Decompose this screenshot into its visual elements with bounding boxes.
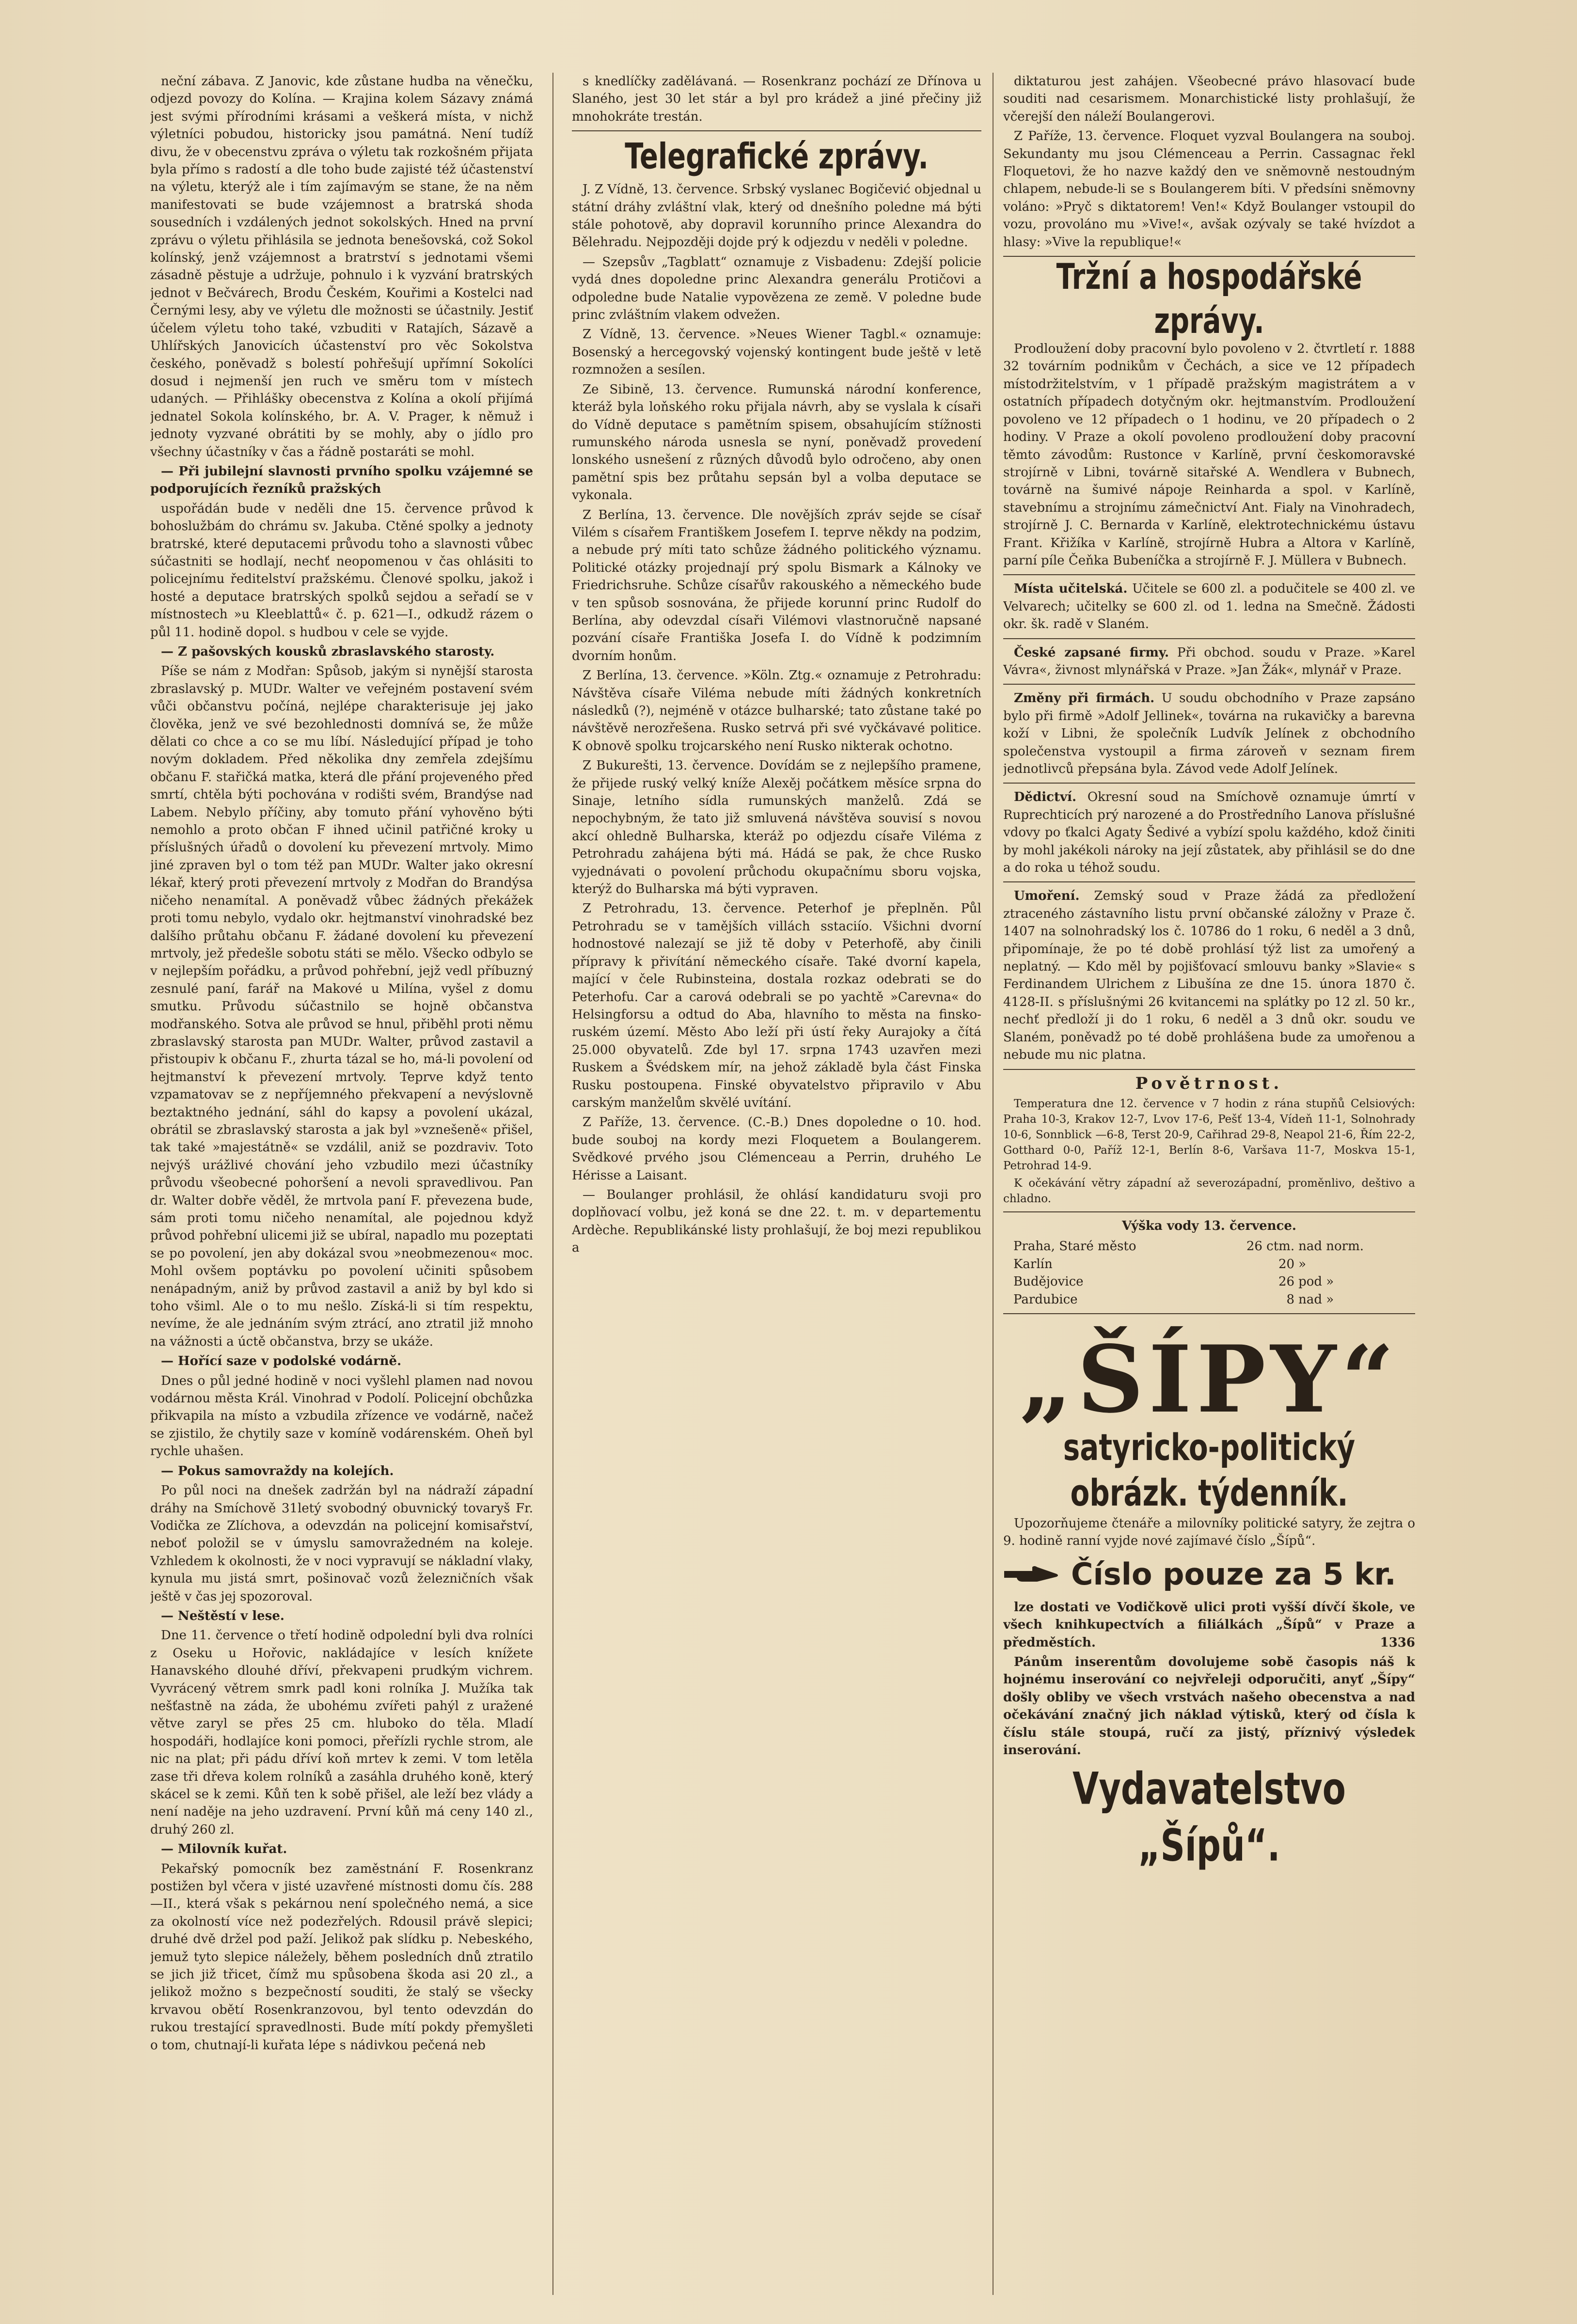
water-place: Praha, Staré město <box>1013 1239 1136 1254</box>
telegram-paris-2: Z Paříže, 13. července. Floquet vyzval Boulangera na souboj. Sekundanty mu jsou Clémenceau a Perrin. Cassagnac řekl Floquetovi, že ho nazve každý den ve sněmovně nestoudným chlapem, nebude-li se s Boulangerem bíti. V předsíni sněmovny voláno: »Pryč s diktatorem! Ven!« Když Boulanger vstoupil do vozu, provoláno mu »Vive!«, avšak ozývaly se také hvízdot a hlasy: »Vive la republique!« <box>1003 129 1415 250</box>
column-right <box>1003 73 1415 2295</box>
article-podoli-heading: — Hořící saze v podolské vodárně. <box>161 1354 402 1369</box>
telegram-vienna-1: J. Z Vídně, 13. července. Srbský vyslanec Bogičević objednal u státní dráhy zvláštní vlak, který od dnešního poledne má býti stále pohotově, aby dopravil korunního prince Alexandra do Bělehradu. Nejpozději dojde prý k odjezdu v neděli v poledne. <box>572 182 981 250</box>
water-value: 26 ctm. <box>1246 1239 1295 1254</box>
ad-availability-text: lze dostati ve Vodičkově ulici proti vyšší dívčí škole, ve všech knihkupectvích a filiálkách „Šípů“ v Praze a předměstích. <box>1003 1600 1415 1650</box>
telegram-paris-1: Z Paříže, 13. července. (C.-B.) Dnes dopoledne o 10. hod. bude souboj na kordy mezi Floquetem a Boulangerem. Svědkové prvého jsou Clémenceau a Perrin, druhého Le Hérisse a Laisant. <box>572 1115 981 1183</box>
market-firm-changes <box>1003 690 1415 778</box>
article-zbraslav-heading: — Z pašovských kousků zbraslavského starosty. <box>161 644 495 659</box>
ad-title: „ŠÍPY“ <box>1019 1325 1399 1433</box>
divider <box>1003 783 1415 784</box>
divider <box>1003 1069 1415 1070</box>
divider <box>1003 881 1415 882</box>
ad-number: 1336 <box>1380 1635 1415 1650</box>
water-place: Pardubice <box>1013 1292 1078 1307</box>
article-forest: Dne 11. července o třetí hodině odpolední byli dva rolníci z Oseku u Hořovic, nakládajíce v lesích knížete Hanavského dlouhé dříví, překvapeni prudkým vichrem. Vyvrácený větrem smrk padl koni rolníka J. Mužíka tak nešťastně na záda, že ubohému zvířeti pahýl z uražené větve zaryl se přes 25 cm. hluboko do těla. Mladí hospodáři, hodlajíce koni pomoci, přeřízli rychle strom, ale nic na plat; při pádu dříví koň mrtev k zemi. V tom letěla zase tři dřeva kolem rolníků a zasáhla druhého koně, který skácel se k zemi. Kůň ten k sobě přišel, ale leží bez vlády a není naděje na jeho uzdravení. První kůň má ceny 140 zl., druhý 260 zl. <box>150 1628 533 1837</box>
water-place: Karlín <box>1013 1256 1053 1272</box>
section-heading-telegraphs: Telegrafické zprávy. <box>625 136 929 177</box>
section-heading-market: Tržní a hospodářské zprávy. <box>1056 256 1362 342</box>
article-suicide: Po půl noci na dnešek zadržán byl na nádraží západní dráhy na Smíchově 31letý svobodný obuvnický tovaryš Fr. Vodička ze Zlíchova, a odevzdán na policejní komisařství, neboť položil se v úmyslu samovražedném na koleje. Vzhledem k okolnosti, že v noci vypravují se nákladní vlaky, kynula mu jistá smrt, pošinovač vozů železničních však ještě v čas jej spozoroval. <box>150 1483 533 1604</box>
article-forest-heading: — Neštěstí v lese. <box>161 1608 284 1623</box>
ad-publisher: Vydavatelstvo „Šípů“. <box>1072 1763 1346 1872</box>
article-butchers-heading: — Při jubilejní slavnosti prvního spolku vzájemné se podporujících řezníků pražských <box>150 464 533 497</box>
weather-forecast: K očekávání větry západní až severozápadní, proměnlivo, deštivo a chladno. <box>1003 1177 1415 1205</box>
telegram-tagblatt: — Szepsův „Tagblatt“ oznamuje z Visbadenu: Zdejší policie vydá dnes dopoledne princ Alexandra generálu Protičovi a odpoledne bude Natalie vypovězena ze země. V poledne bude princ zvláštním vlakem odvežen. <box>572 254 981 323</box>
market-teachers-text: Učitele se 600 zl. a podučitele se 400 zl. ve Velvarech; učitelky se 600 zl. od 1. ledna na Smečně. Žádosti okr. šk. radě v Slaném. <box>1003 581 1415 632</box>
market-teachers-heading: Místa učitelská. <box>1014 581 1128 597</box>
column-left <box>150 73 533 2295</box>
table-row <box>1011 1256 1407 1273</box>
telegram-berlin-1: Z Berlína, 13. července. Dle novějších zpráv sejde se císař Vilém s císařem Františkem Josefem I. teprve někdy na podzim, a nebude prý míti tato schůze žádného politického významu. Politické otázky projednají prý spolu Bismark a Kálnoky ve Friedrichsruhe. Schůze císařův rakouského a německého bude v ten spůsob sosnována, že přijede korunní princ Rudolf do Berlína, aby odevzdal císaři Vilémovi vlastnoručně napsané pozvání císaře Františka Josefa I. do Vídně k podzimním dvorním honům. <box>572 507 981 663</box>
article-butchers: uspořádán bude v neděli dne 15. července průvod k bohoslužbám do chrámu sv. Jakuba. Ctěné spolky a jednoty bratrské, které deputacemi průvodu toho a slavnosti vůbec súčastniti se hodlají, nechť neopomenou v čas ohlásiti to policejnímu ředitelství pražskému. Členové spolku, jakož i hosté a deputace bratrských spolků sejdou a seřadí se v místnostech »u Kleeblattů« č. p. 621—I., odkudž rázem o půl 11. hodině dopol. s hudbou v cele se vyjde. <box>150 501 533 640</box>
telegram-bucharest: Z Bukurešti, 13. července. Dovídám se z nejlepšího pramene, že přijede ruský velký kníže Alexěj počátkem měsíce srpna do Sinaje, letního sídla rumunských manželů. Zdá se nepochybným, že tato již smluvená návštěva souvisí s novou akcí ohledně Bulharska, kteráž po odjezdu císaře Viléma z Petrohradu zahájena býti má. Hádá se pak, že chce Rusko vyjednávati o povolení průchodu okupačnímu sboru vojska, kterýž do Bulharska má býti vypraven. <box>572 758 981 897</box>
telegram-vienna-2: Z Vídně, 13. července. »Neues Wiener Tagbl.« oznamuje: Bosenský a hercegovský vojenský kontingent bude ještě v letě rozmnožen a sesílen. <box>572 327 981 377</box>
sipy-advertisement <box>1003 1325 1415 1872</box>
market-working-hours: Prodloužení doby pracovní bylo povoleno v 2. čtvrtletí r. 1888 32 továrním podnikům v Čechách, a sice ve 12 případech místodržitelstvím, v 1 případě pražským magistrátem a v ostatních případech dotyčným okr. hejtmanstvím. Prodloužení povoleno ve 12 případech o 1 hodinu, ve 20 případech o 2 hodiny. V Praze a okolí povoleno prodloužení doby pracovní těmto závodům: Rustonce v Karlíně, první českomoravské strojírně v Libni, továrně sitařské A. Wendlera v Bubnech, továrně na šumivé nápoje Reinharda a spol. v Karlíně, stavebnímu a strojnímu zámečnictví Ant. Fialy na Vinohradech, strojírně J. C. Bernarda v Karlíně, elektrotechnickému ústavu Frant. Křižíka v Karlíně, strojírně Hubra a Altora v Karlíně, parní píle Čeňka Bubeníčka a strojírně F. J. Müllera v Bubnech. <box>1003 342 1415 568</box>
divider <box>1003 638 1415 639</box>
table-row <box>1011 1273 1407 1290</box>
market-amortization-text: Zemský soud v Praze žádá za předložení ztraceného zástavního listu první občanské záložny v Praze č. 1407 na solnohradský los č. 10786 do 1 roku, 6 neděl a 3 dnů, připomínaje, že po té době prohlásí týž list za umořený a neplatný. — Kdo měl by pojišťovací smlouvu banky »Slavie« s Ferdinandem Ulrichem z Libušína ze dne 15. února 1870 č. 4128-II. s příslušnými 26 kvitancemi na splátky po 12 zl. 50 kr., nechť předloží ji do 1 roku, 6 neděl a 3 dnů okr. soudu ve Slaném, poněvadž po té době prohlášena bude za umořenou a nebude mu nic platna. <box>1003 889 1415 1063</box>
water-level-heading: Výška vody 13. července. <box>1122 1218 1296 1233</box>
divider <box>1003 1211 1415 1212</box>
column-divider-1 <box>552 73 553 2295</box>
weather-heading: Povětrnost. <box>1135 1073 1283 1093</box>
water-note: nad » <box>1298 1292 1334 1307</box>
ad-price <box>1003 1555 1415 1594</box>
ad-subtitle: satyricko-politický obrázk. týdenník. <box>1063 1426 1356 1514</box>
market-inheritance-heading: Dědictví. <box>1014 790 1077 805</box>
water-note: pod » <box>1298 1274 1334 1289</box>
market-firm-changes-text: U soudu obchodního v Praze zapsáno bylo při firmě »Adolf Jellinek«, továrna na rukavičky a barevna koží v Libni, že společník Ludvík Jelínek z obchodního společenstva vystoupil a firma zároveň v seznam firem jednotlivců přepsána byla. Závod vede Adolf Jelínek. <box>1003 691 1415 776</box>
ad-price-text: Číslo pouze za 5 kr. <box>1071 1556 1396 1592</box>
market-inheritance <box>1003 788 1415 877</box>
column-divider-2 <box>993 73 994 2295</box>
water-value: 26 <box>1278 1274 1295 1289</box>
ad-availability <box>1003 1599 1415 1651</box>
market-firms <box>1003 644 1415 679</box>
market-inheritance-text: Okresní soud na Smíchově oznamuje úmrtí v Ruprechticích prý narozené a do Prostředního Lanova příslušné vdovy po ťkalci Agaty Šedivé a vybízí spolu každého, kdož činiti by mohl jakékoli nároky na její zůstatek, aby přihlásil se do dne a do roka u téhož soudu. <box>1003 790 1415 876</box>
article-chicken-heading: — Milovník kuřat. <box>161 1842 287 1857</box>
market-firms-heading: České zapsané firmy. <box>1014 645 1169 660</box>
column-middle <box>572 73 981 2295</box>
article-suicide-heading: — Pokus samovraždy na kolejích. <box>161 1463 394 1478</box>
article-sazava-trip: neční zábava. Z Janovic, kde zůstane hudba na věnečku, odjezd povozy do Kolína. — Krajina kolem Sázavy známá jest svými přírodními krásami a veškerá místa, v nichž výletníci pobudou, historicky jsou památná. Není tudíž divu, že v obecenstvu zpráva o výletu tak rozkošném přijata byla přímo s radostí a dle toho bude zajisté též účastenství na výletu, kterýž ale i tím zajímavým se stane, že na něm manifestovati se bude vzájemnost a bratrská shoda sousedních i vzdálených jednot sokolských. Hned na první zprávu o výletu přihlásila se jednota benešovská, což Sokol kolínský, jenž vzájemnost a bratrství s jednotami všemi zásadně pěstuje a udržuje, pohnulo i k vyzvání bratrských jednot v Bečvárech, Brodu Českém, Kouřimi a Kostelci nad Černými lesy, aby ve výletu dle možnosti se účastnily. Jestiť účelem výletu toho také, vzbuditi v Ratajích, Sázavě a Uhlířských Janovicích účastenství pro věc Sokolstva českého, poněvadž s bolestí pohřešují upřímní Sokolíci dosud i nejmenší jen ruch ve směru tom v místech udaných. — Přihlášky obecenstva z Kolína a okolí přijímá jednatel Sokola kolínského, br. A. V. Prager, k němuž i jednoty vyzvané obrátiti by se mohly, aby o jídlo pro všechny účastníky v čas a řádně postaráti se mohl. <box>150 74 533 459</box>
water-level-table <box>1011 1238 1407 1308</box>
telegram-petersburg: Z Petrohradu, 13. července. Peterhof je přeplněn. Půl Petrohradu se v tamějších villách sstaciío. Všichni dvorní hodnostové nalezají se již tě doby v Peterhofě, aby činili přípravy k přivítání německého císaře. Také dvorní kapela, mající v čele Rubinsteina, dostala rozkaz odebrati se do Peterhofu. Car a carová odebrali se po yachtě »Carevna« do Helsingforsu a odtud do Aba, hlavního to města na finsko-ruském území. Město Abo leží při ústí řeky Aurajoky a čítá 25.000 obyvatelů. Zde byl 17. srpna 1743 uzavřen mezi Ruskem a Švédskem mír, na jehož základě byla část Finska Rusku postoupena. Finské obyvatelstvo připravilo v Abu carským manželům skvělé uvítání. <box>572 901 981 1110</box>
ad-notice: Upozorňujeme čtenáře a milovníky politické satyry, že zejtra o 9. hodině ranní vyjde nové zajímavé číslo „Šípů“. <box>1003 1516 1415 1549</box>
divider <box>1003 684 1415 685</box>
telegram-boulanger: — Boulanger prohlásil, že ohlásí kandidaturu svoji pro doplňovací volbu, jež koná se dne 22. t. m. v departementu Ardèche. Republikánské listy prohlašují, že boj mezi republikou a <box>572 1187 981 1256</box>
pointing-hand-icon <box>1003 1562 1061 1586</box>
table-row <box>1011 1291 1407 1308</box>
market-amortization <box>1003 887 1415 1064</box>
divider <box>572 130 981 131</box>
market-firms-text: Při obchod. soudu v Praze. »Karel Vávra«, živnost mlynářská v Praze. »Jan Žák«, mlynář v Praze. <box>1003 645 1415 677</box>
water-note: nad norm. <box>1298 1239 1364 1254</box>
table-row <box>1011 1238 1407 1255</box>
telegram-boulanger-cont: diktaturou jest zahájen. Všeobecné právo hlasovací bude souditi nad cesarismem. Monarchistické listy prohlašují, že včerejší den náleží Boulangerovi. <box>1003 74 1415 124</box>
water-note: » <box>1298 1256 1307 1272</box>
weather-temperatures: Temperatura dne 12. července v 7 hodin z rána stupňů Celsiových: Praha 10-3, Krakov 12-7, Lvov 17-6, Pešť 13-4, Vídeň 11-1, Solnohrady 10-6, Sonnblick —6-8, Terst 20-9, Cařihrad 29-8, Neapol 21-6, Řím 22-2, Gotthard 0-0, Paříž 12-1, Berlín 8-6, Varšava 11-7, Moskva 15-1, Petrohrad 14-9. <box>1003 1097 1415 1172</box>
telegram-sibin: Ze Sibině, 13. července. Rumunská národní konference, kteráž byla loňského roku přijala návrh, aby se vyslala k císaři do Vídně deputace s pamětním spisem, obsahujícím stížnosti rumunského národa usnesla se nyní, poněvadž provedení lonského usnešení z různých důvodů bylo odročeno, aby onen pamětní spis bez průtahu sepsán byl a volba deputace se vykonala. <box>572 382 981 503</box>
water-value: 20 <box>1278 1256 1295 1272</box>
article-chicken: Pekařský pomocník bez zaměstnání F. Rosenkranz postižen byl včera v jisté uzavřené místnosti domu čís. 288—II., která však s pekárnou není společného nemá, a sice za okolností více než podezřelých. Rdousil právě slepici; druhé dvě držel pod paží. Jelikož pak slídku p. Nebeského, jemuž tyto slepice náležely, během posledních dnů ztratilo se jich již třicet, čímž mu spůsobena škoda asi 20 zl., a jelikož možno s bezpečností souditi, že stalý se všecky krvavou obětí Rosenkranzovou, byl tento odevzdán do rukou trestající spravedlnosti. Bude mítí pokdy přemyšleti o tom, chutnají-li kuřata lépe s nádivkou pečená neb <box>150 1861 533 2053</box>
article-podoli: Dnes o půl jedné hodině v noci vyšlehl plamen nad novou vodárnou města Král. Vinohrad v Podolí. Policejní obchůzka přikvapila na místo a vzbudila zřízence ve vodárně, načež se zjistilo, že chytily saze v komíně vodárenském. Oheň byl rychle uhašen. <box>150 1373 533 1459</box>
divider <box>1003 1313 1415 1314</box>
article-zbraslav: Píše se nám z Modřan: Spůsob, jakým si nynější starosta zbraslavský p. MUDr. Walter ve veřejném postavení svém vůči občanstvu počíná, nejlépe charakterisuje jej jako člověka, jenž ve své bezohlednosti domnívá se, že může dělati co chce a co se mu líbí. Následující případ je toho novým dokladem. Před několika dny zemřela zdejšímu občanu F. stařičká matka, která dle přání projeveného před smrtí, chtěla býti pochována v rodišti svém, Brandýse nad Labem. Nebylo příčiny, aby tomuto přání vyhověno býti nemohlo a proto občan F ihned učinil patřičné kroky u příslušných úřadů o dovolení ku převezení mrtvoly. Mimo jiné zpraven byl o tom též pan MUDr. Walter jako okresní lékař, který proti převezení mrtvoly z Modřan do Brandýsa ničeho nenamítal. A poněvadž vůbec žádných překážek proti tomu nebylo, vydalo okr. hejtmanství vinohradské bez dalšího průtahu občanu F. žádané dovolení ku převezení mrtvoly, jež předešle sobotu státi se mělo. Všecko odbylo se v nejlepším pořádku, a průvod pohřební, jejž vedl příbuzný zesnulé paní, farář na Makové u Milína, vyšel z domu smutku. Průvodu súčastnilo se hojně občanstva modřanského. Sotva ale průvod se hnul, přiběhl proti němu zbraslavský starosta pan MUDr. Walter, průvod zastavil a přistoupiv k občanu F., zhurta tázal se ho, má-li povolení od hejtmanství k převezení mrtvoly. Teprve když tento vzpamatovav se z nepříjemného překvapení a nevýslovně beztaktného jednání, sáhl do kapsy a povolení ukázal, obrátil se zbraslavský starosta a jak byl »vznešeně« přišel, tak také »majestátně« se vzdálil, aniž se pozdraviv. Toto nejvýš urážlivé chování jeho vzbudilo mezi účastníky průvodu všeobecné pohoršení a nevoli spravedlivou. Pan dr. Walter dobře věděl, že mrtvola paní F. převezena bude, sám proti tomu ničeho nenamítal, ale pojednou když průvod pohřební ulicemi již se ubíral, napadlo mu pozeptati se po povolení, jen aby dokázal svou »neobmezenou« moc. Mohl ovšem poptávku po povolení učiniti spůsobem nenápadným, aniž by průvod zastavil a aniž by byl kdo si toho všiml. Ale o to mu nešlo. Získá-li si tím respektu, nevíme, že ale jednáním svým ztrácí, ano ztratil již mnoho na vážnosti a úctě občanstva, brzy se ukáže. <box>150 664 533 1349</box>
ad-inserents: Pánům inserentům dovolujeme sobě časopis náš k hojnému inserování co nejvřeleji odporučiti, anyť „Šípy“ došly obliby ve všech vrstvách našeho obecenstva a nad očekávání značný jich náklad výtisků, který od čísla k číslu stále stoupá, ručí za jistý, příznivý výsledek inserování. <box>1003 1654 1415 1758</box>
article-chicken-cont: s knedlíčky zadělávaná. — Rosenkranz pochází ze Dřínova u Slaného, jest 30 let stár a byl pro krádež a jiné přečiny již mnohokráte trestán. <box>572 74 981 124</box>
market-firm-changes-heading: Změny při firmách. <box>1014 691 1155 706</box>
divider <box>1003 574 1415 575</box>
telegram-berlin-2: Z Berlína, 13. července. »Köln. Ztg.« oznamuje z Petrohradu: Návštěva císaře Viléma nebude míti žádných konkretních následků (?), nejméně v otázce bulharské; tato zůstane také po návštěvě nerozřešena. Rusko setrvá při své vyčkávavé politice. K obnově spolku trojcarského není Rusko nikterak ochotno. <box>572 668 981 754</box>
market-teachers <box>1003 580 1415 633</box>
water-place: Budějovice <box>1013 1274 1084 1289</box>
water-value: 8 <box>1286 1292 1295 1307</box>
market-amortization-heading: Umoření. <box>1014 889 1080 904</box>
